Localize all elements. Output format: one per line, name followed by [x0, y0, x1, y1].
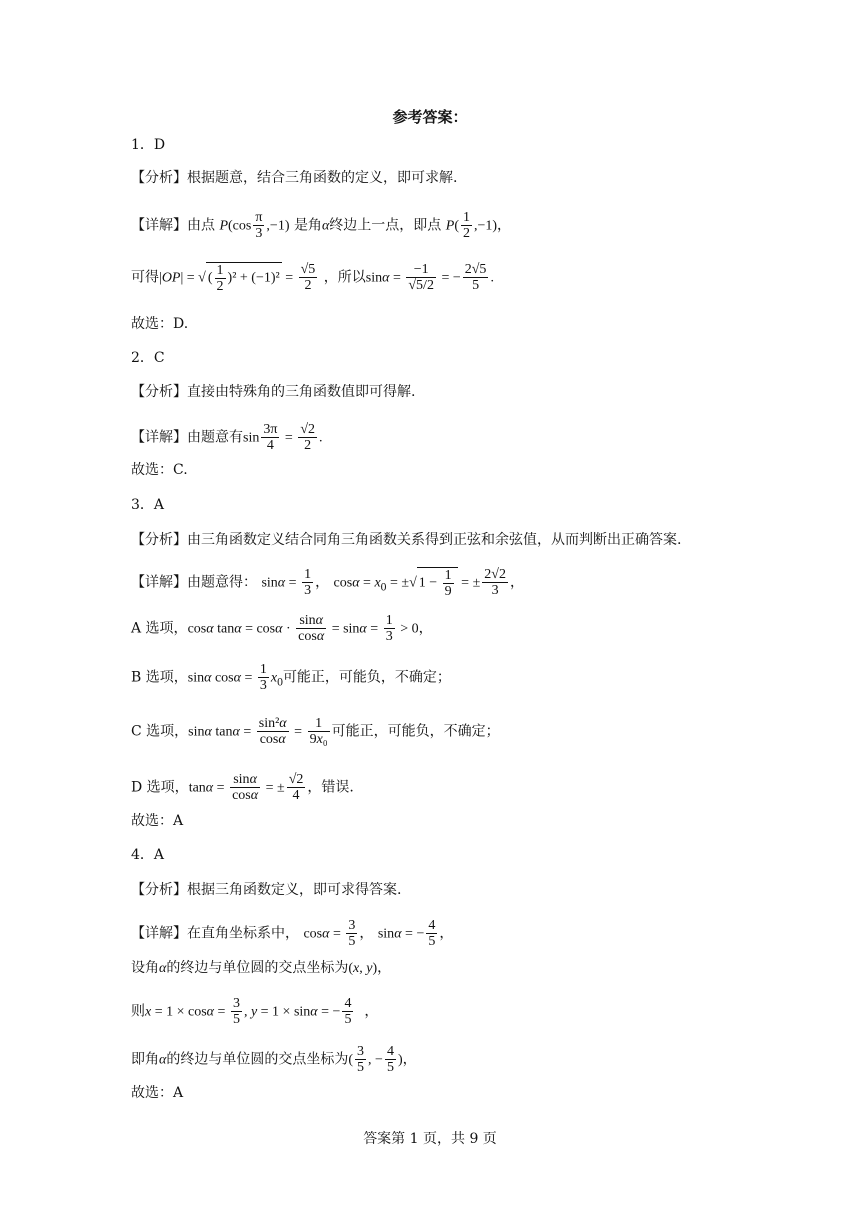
q3-option-c: C 选项，sinα tanα = $\frac{\text{sin²α}}{\cos\alpha}$ = $\frac{1}{\text{9x₀}}$ 可能正，可能负，不确定； — [131, 716, 500, 747]
q1-answer: 1．D — [131, 137, 166, 153]
q4-line-2: 设角α的终边与单位圆的交点坐标为(x, y)， — [131, 960, 392, 976]
q1-analysis: 【分析】根据题意，结合三角函数的定义，即可求解. — [131, 170, 458, 186]
q4-choice: 故选：A — [131, 1085, 184, 1101]
frac-pi-3: $\frac{\pi}{3}$ — [255, 210, 263, 241]
q1-detail-1: 【详解】由点 P(cos $\frac{\pi}{3}$ ,−1) 是角α终边上一点，即点 P( $\frac{1}{2}$ ,−1)， — [131, 210, 512, 241]
q3-option-a: A 选项，cosα tanα = cosα · $\frac{\sin\alpha}{\cos\alpha}$ = sinα = $\frac{1}{3}$ > 0， — [131, 613, 433, 644]
q2-analysis: 【分析】直接由特殊角的三角函数值即可得解. — [131, 384, 416, 400]
q1-choice: 故选：D. — [131, 316, 189, 332]
page-footer: 答案第 1 页，共 9 页 — [363, 1131, 497, 1147]
q4-answer: 4．A — [131, 847, 165, 863]
q4-line-4: 即角α的终边与单位圆的交点坐标为( $\frac{3}{5}$ , − $\frac{4}{5}$ )， — [131, 1044, 417, 1075]
page-title: 参考答案： — [392, 108, 468, 126]
q3-option-b: B 选项，sinα cosα = $\frac{1}{3}$ $x_0$可能正，可能负，不确定； — [131, 662, 451, 693]
q2-detail: 【详解】由题意有sin $\frac{3\pi}{4}$ = $\frac{√2}{2}$ . — [131, 422, 323, 453]
q4-analysis: 【分析】根据三角函数定义，即可求得答案. — [131, 882, 402, 898]
q2-answer: 2．C — [131, 350, 165, 366]
q2-choice: 故选：C. — [131, 462, 188, 478]
q3-choice: 故选：A — [131, 813, 184, 829]
q4-detail: 【详解】在直角坐标系中， cosα = $\frac{3}{5}$ ， sinα = − $\frac{4}{5}$ ， — [131, 918, 454, 949]
q3-detail: 【详解】由题意得： sinα = $\frac{1}{3}$ ， $\cos\alpha = x_0$ = ±√ 1 − $\frac{1}{9}$ = ± $\frac{2√2}{3}$ ， — [131, 567, 524, 599]
q4-line-3: 则x = 1 × cosα = $\frac{3}{5}$ , y = 1 × sinα = − $\frac{4}{5}$ ， — [131, 996, 379, 1027]
q3-option-d: D 选项，tanα = $\frac{\sin\alpha}{\cos\alpha}$ = ± $\frac{√2}{4}$ ，错误. — [131, 772, 354, 803]
q1-detail-2: 可得|OP| = √ ( $\frac{1}{2}$ )² + (−1)² = $\frac{√5}{2}$ ，所以sinα = $\frac{-1}{√5/2}$ = − $\frac{2√5}{5}$ . — [131, 262, 494, 294]
q3-answer: 3．A — [131, 497, 165, 513]
q3-analysis: 【分析】由三角函数定义结合同角三角函数关系得到正弦和余弦值，从而判断出正确答案. — [131, 532, 682, 548]
